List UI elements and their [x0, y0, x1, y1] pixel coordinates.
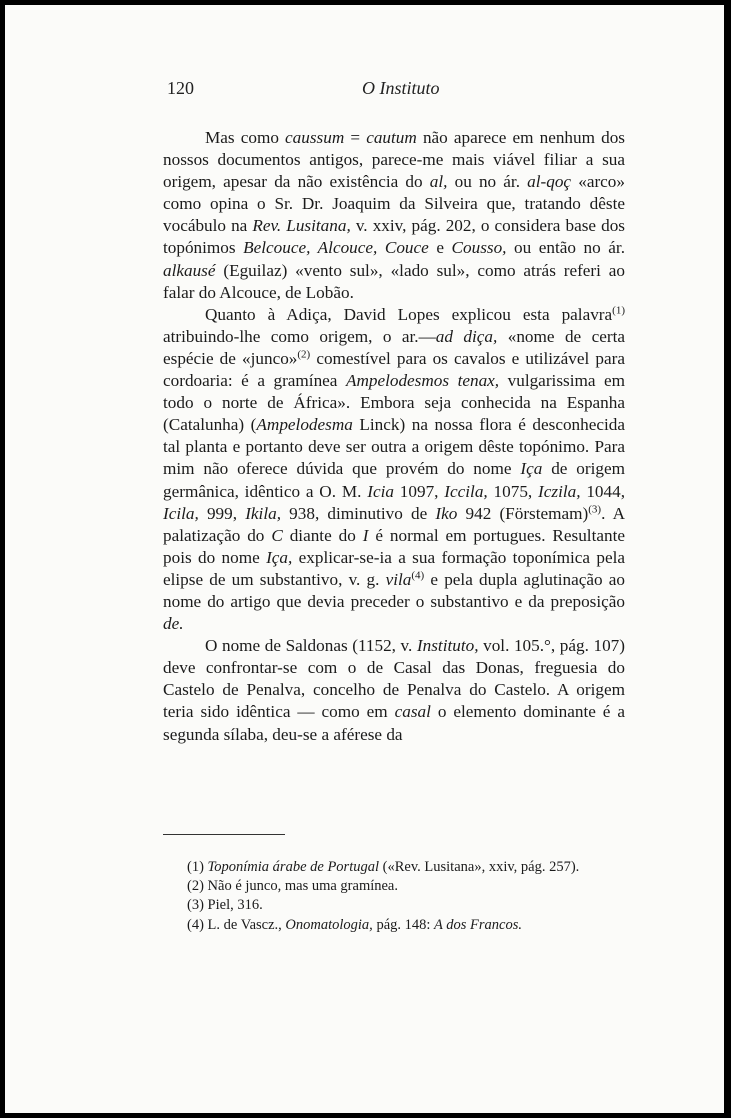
- text-run: ou então no ár.: [506, 238, 626, 258]
- page-number: 120: [167, 78, 194, 98]
- italic-term: A dos Francos.: [434, 916, 522, 933]
- footnote-mark: (3): [187, 897, 204, 914]
- text-run: Mas como: [205, 128, 286, 147]
- text-run: Quanto à Adiça, David Lopes explicou esta palavra: [205, 304, 613, 324]
- italic-term: ad diça,: [435, 326, 498, 346]
- text-run: ou no ár.: [447, 172, 528, 192]
- paragraph-3: [163, 635, 625, 745]
- main-text: [163, 127, 625, 746]
- text-run: diante do: [282, 525, 363, 545]
- text-run: de origem germânica, idêntico a O. M.: [163, 459, 625, 501]
- text-run: Não é junco, mas uma gramínea.: [203, 878, 398, 895]
- italic-term: Instituto,: [416, 636, 479, 656]
- italic-term: alkausé: [163, 260, 216, 280]
- text-run: Piel, 316.: [203, 897, 263, 914]
- text-run: =: [344, 128, 367, 147]
- italic-term: al,: [429, 172, 448, 192]
- italic-term: caussum: [285, 128, 345, 147]
- running-title: O Instituto: [362, 78, 440, 98]
- italic-term: al-qoç: [527, 172, 572, 192]
- text-run: (Eguilaz) «vento sul», «lado sul», como atrás referi ao falar do Alcouce, de Lobão.: [163, 260, 625, 302]
- italic-term: casal: [394, 702, 431, 722]
- footnote-ref[interactable]: (2): [297, 348, 311, 361]
- footnote-ref[interactable]: (4): [411, 569, 425, 582]
- italic-term: C: [271, 525, 283, 545]
- italic-term: Toponímia árabe de Portugal: [203, 859, 380, 875]
- text-run: «arco» como opina o Sr. Dr. Joaquim da Silveira que, tratando dêste vocábulo na: [163, 172, 625, 236]
- italic-term: I: [362, 525, 369, 545]
- italic-term: Iczila,: [538, 481, 581, 501]
- text-run: pág. 148:: [372, 916, 435, 933]
- text-run: vol. 105.°, pág. 107) deve confrontar-se com o de Casal das Donas, freguesia do Castelo de Penalva, concelho de Penalva do Castelo. A origem teria sido idêntica — como em: [163, 636, 625, 722]
- italic-term: Rev. Lusitana,: [252, 216, 351, 236]
- text-run: Linck) na nossa flora é desconhecida tal planta e portanto deve ser outra a origem dêste topónimo. Para mim não oferece dúvida que provém do nome: [163, 415, 625, 479]
- running-header: [5, 78, 724, 102]
- italic-term: Iko: [435, 503, 458, 523]
- footnote-divider: [163, 834, 285, 835]
- text-run: 1075,: [487, 481, 539, 501]
- italic-term: Icila,: [163, 503, 199, 523]
- text-run: atribuindo-lhe como origem, o ar.—: [163, 326, 436, 346]
- paragraph-1: [163, 127, 625, 304]
- italic-term: de.: [163, 614, 184, 634]
- text-run: vulgarissima em todo o norte de África». Embora seja conhecida na Espanha (Catalunha) (: [163, 371, 625, 435]
- text-run: O nome de Saldonas (1152, v.: [205, 636, 417, 656]
- footnote-3: [163, 896, 625, 915]
- footnote-mark: (2): [187, 878, 204, 895]
- text-run: não aparece em nenhum dos nossos documentos antigos, parece-me mais viável filiar a sua origem, apesar da não existência do: [163, 128, 625, 192]
- text-run: L. de Vascz.,: [203, 916, 286, 933]
- text-run: é normal em portugues. Resultante pois do nome: [163, 525, 625, 567]
- italic-term: Cousso,: [451, 238, 507, 258]
- italic-term: Ampelodesma: [256, 415, 353, 435]
- italic-term: Icia: [367, 481, 394, 501]
- italic-term: vila: [385, 569, 412, 589]
- text-run: 999,: [198, 503, 246, 523]
- footnotes: [163, 858, 625, 935]
- footnote-ref[interactable]: (1): [612, 304, 625, 317]
- italic-term: Ikila,: [245, 503, 281, 523]
- text-run: «nome de certa espécie de «junco»: [163, 326, 626, 368]
- text-run: explicar-se-ia a sua formação toponímica pela elipse de um substantivo, v. g.: [163, 547, 625, 589]
- text-run: e pela dupla aglutinação ao nome do artigo que devia preceder o substantivo e da preposição: [163, 569, 625, 611]
- italic-term: Iça: [520, 459, 543, 479]
- text-run: («Rev. Lusitana», xxiv, pág. 257).: [379, 859, 580, 875]
- italic-term: Belcouce, Alcouce, Couce: [243, 238, 429, 258]
- text-run: 1044,: [580, 481, 626, 501]
- text-run: 942 (Förstemam): [457, 503, 589, 523]
- text-run: 938, diminutivo de: [281, 503, 436, 523]
- book-page: [5, 5, 724, 1113]
- footnote-mark: (1): [187, 859, 204, 875]
- text-run: . A palatização do: [163, 503, 625, 545]
- text-run: o elemento dominante é a segunda sílaba, deu-se a aférese da: [163, 702, 625, 744]
- text-run: e: [428, 238, 452, 258]
- footnote-mark: (4): [187, 916, 204, 933]
- footnote-1: [163, 858, 625, 877]
- text-run: comestível para os cavalos e utilizável para cordoaria: é a gramínea: [163, 348, 625, 391]
- footnote-4: [163, 916, 625, 935]
- italic-term: Ampelodesmos tenax,: [345, 371, 500, 391]
- italic-term: cautum: [366, 128, 417, 147]
- paragraph-2: [163, 304, 625, 635]
- footnote-2: [163, 877, 625, 896]
- italic-term: Onomatologia,: [285, 916, 373, 933]
- italic-term: Iça,: [266, 547, 293, 567]
- text-run: v. xxiv, pág. 202, o considera base dos topónimos: [163, 216, 625, 258]
- footnote-ref[interactable]: (3): [588, 502, 602, 515]
- text-run: 1097,: [393, 481, 445, 501]
- italic-term: Iccila,: [444, 481, 488, 501]
